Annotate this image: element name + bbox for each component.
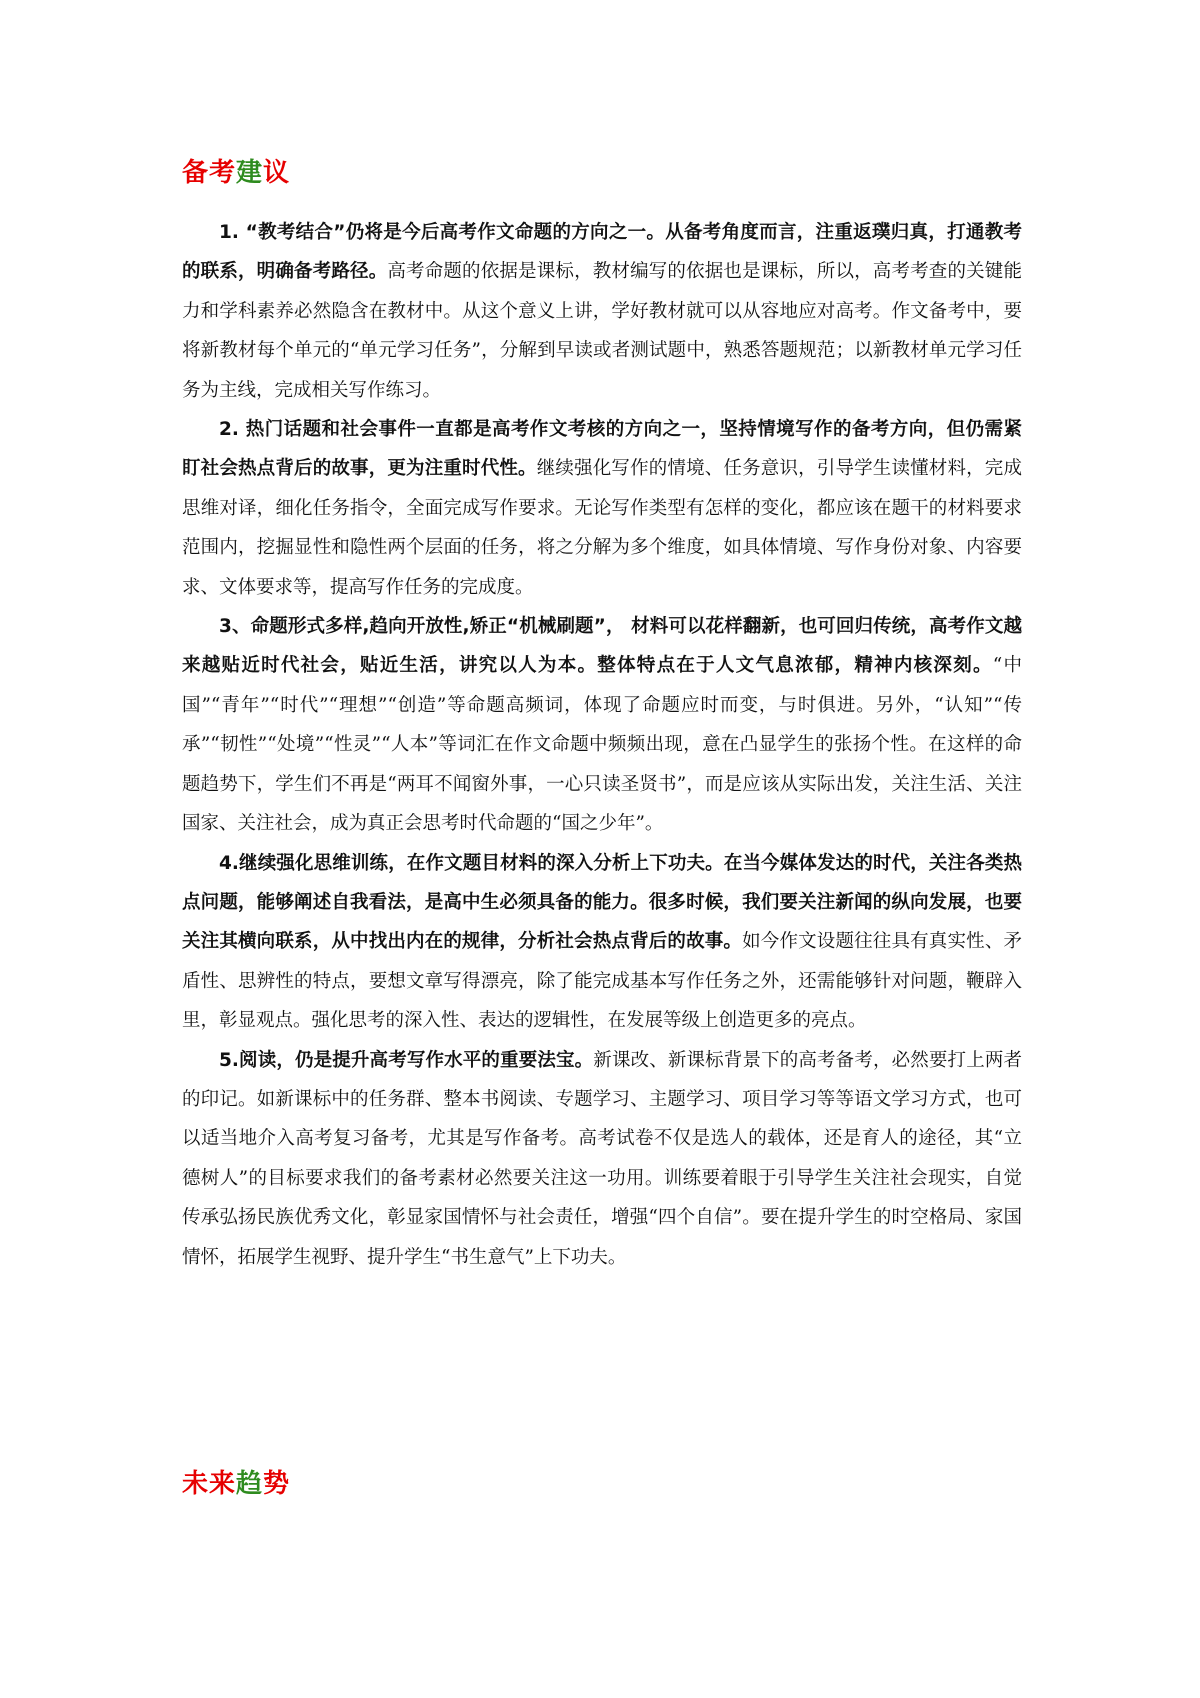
- heading-part: 备考: [182, 158, 237, 188]
- paragraph-lead: 5.阅读，仍是提升高考写作水平的重要法宝。: [219, 1049, 594, 1071]
- paragraph-body: 如今作文设题往往具有真实性、矛盾性、思辨性的特点，要想文章写得漂亮，除了能完成基本写作任务之外，还需能够针对问题，鞭辟入里，彰显观点。强化思考的深入性、表达的逻辑性，在发展等级上创造更多的亮点。: [182, 931, 1022, 1032]
- paragraph-body: 新课改、新课标背景下的高考备考，必然要打上两者的印记。如新课标中的任务群、整本书阅读、专题学习、主题学习、项目学习等等语文学习方式，也可以适当地介入高考复习备考，尤其是写作备考。高考试卷不仅是选人的载体，还是育人的途径，其“立德树人”的目标要求我们的备考素材必然要关注这一功用。训练要着眼于引导学生关注社会现实，自觉传承弘扬民族优秀文化，彰显家国情怀与社会责任，增强“四个自信”。要在提升学生的时空格局、家国情怀，拓展学生视野、提升学生“书生意气”上下功夫。: [182, 1049, 1022, 1268]
- paragraph-5: [182, 1041, 1022, 1277]
- paragraph-2: [182, 410, 1022, 607]
- heading-part: 未来: [182, 1469, 237, 1499]
- section-heading-beikao-jianyi: [182, 158, 290, 188]
- heading-part: 势: [263, 1469, 291, 1499]
- paragraph-body: “中国”“青年”“时代”“理想”“创造”等命题高频词，体现了命题应时而变，与时俱进。另外，“认知”“传承”“韧性”“处境”“性灵”“人本”等词汇在作文命题中频频出现，意在凸显学生的张扬个性。在这样的命题趋势下，学生们不再是“两耳不闻窗外事，一心只读圣贤书”，而是应该从实际出发，关注生活、关注国家、关注社会，成为真正会思考时代命题的“国之少年”。: [182, 655, 1022, 835]
- paragraph-lead: 1. “教考结合”仍将是今后高考作文命题的方向之一。从备考角度而言，注重返璞归真，打通教考的联系，明确备考路径。: [182, 222, 1022, 283]
- paragraph-3: [182, 607, 1022, 843]
- paragraph-1: [182, 213, 1022, 410]
- paragraph-lead: 4.继续强化思维训练，在作文题目材料的深入分析上下功夫。在当今媒体发达的时代，关注各类热点问题，能够阐述自我看法，是高中生必须具备的能力。很多时候，我们要关注新闻的纵向发展，也要关注其横向联系，从中找出内在的规律，分析社会热点背后的故事。: [182, 852, 1022, 953]
- paragraph-body: 高考命题的依据是课标，教材编写的依据也是课标，所以，高考考查的关键能力和学科素养必然隐含在教材中。从这个意义上讲，学好教材就可以从容地应对高考。作文备考中，要将新教材每个单元的“单元学习任务”，分解到早读或者测试题中，熟悉答题规范；以新教材单元学习任务为主线，完成相关写作练习。: [182, 261, 1022, 401]
- paragraph-lead: 2. 热门话题和社会事件一直都是高考作文考核的方向之一，坚持情境写作的备考方向，但仍需紧盯社会热点背后的故事，更为注重时代性。: [182, 419, 1022, 480]
- paragraph-4: [182, 844, 1022, 1041]
- heading-part: 趋: [236, 1469, 264, 1499]
- section-heading-weilai-qushi: [182, 1469, 290, 1499]
- body-text: [182, 213, 1022, 1277]
- heading-part: 议: [263, 158, 291, 188]
- paragraph-body: 继续强化写作的情境、任务意识，引导学生读懂材料，完成思维对译，细化任务指令，全面完成写作要求。无论写作类型有怎样的变化，都应该在题干的材料要求范围内，挖掘显性和隐性两个层面的任务，将之分解为多个维度，如具体情境、写作身份对象、内容要求、文体要求等，提高写作任务的完成度。: [182, 458, 1022, 598]
- heading-part: 建: [236, 158, 264, 188]
- paragraph-lead: 3、命题形式多样,趋向开放性,矫正“机械刷题”， 材料可以花样翻新，也可回归传统，高考作文越来越贴近时代社会，贴近生活，讲究以人为本。整体特点在于人文气息浓郁，精神内核深刻。: [182, 616, 1022, 677]
